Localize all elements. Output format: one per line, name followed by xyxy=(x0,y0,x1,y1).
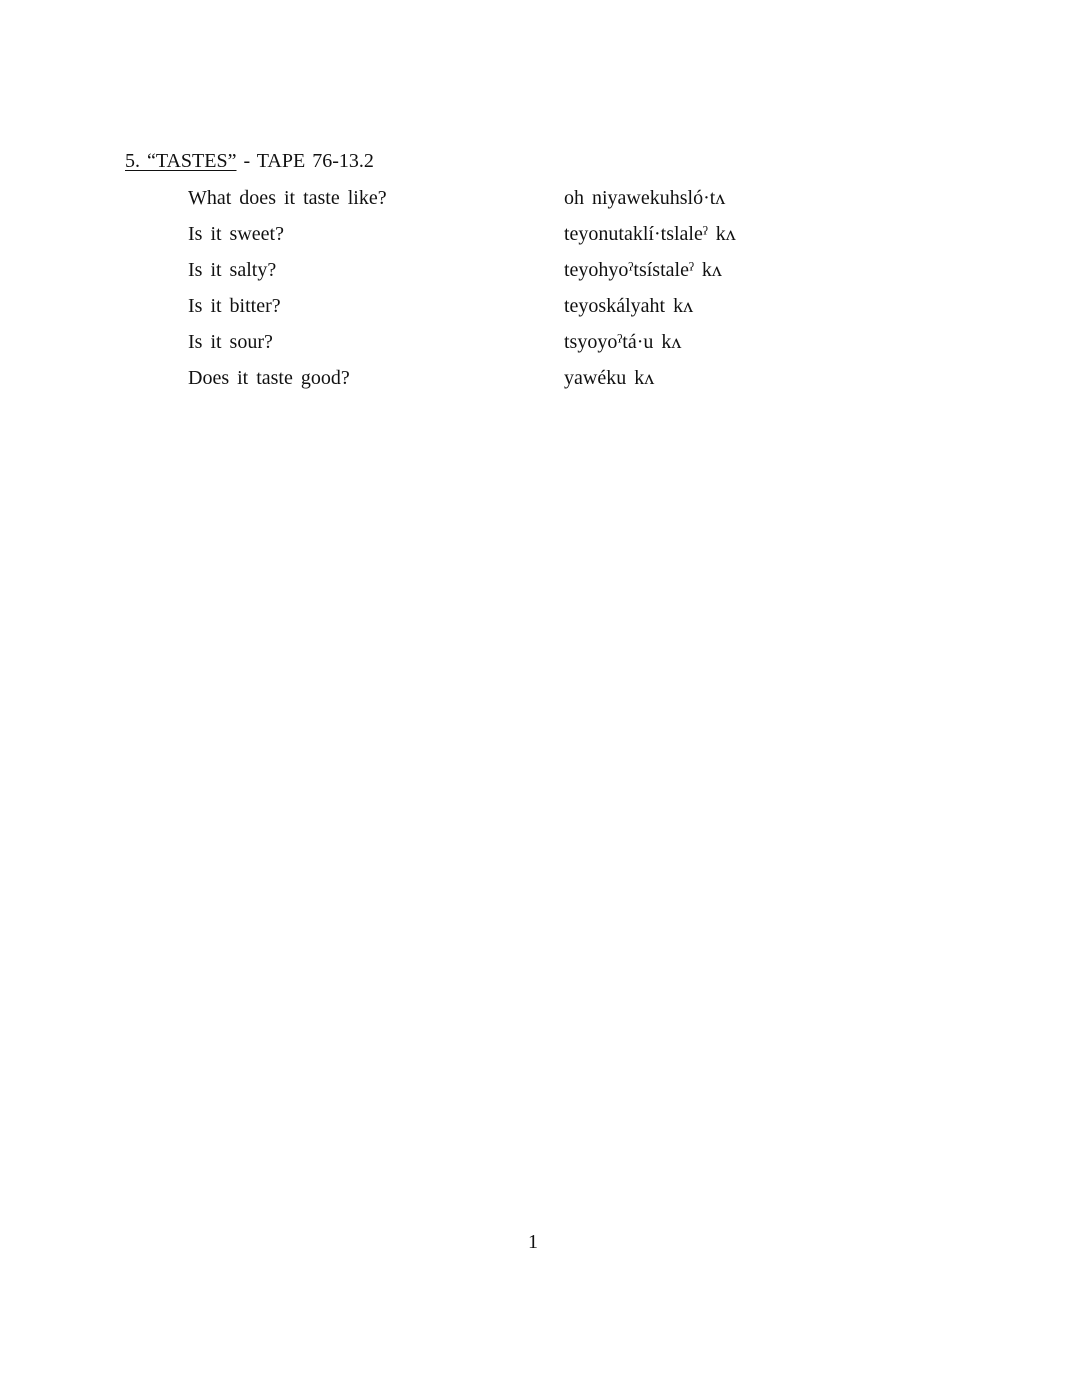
phrase-row xyxy=(188,292,948,328)
oneida-phrase: teyohyoˀtsístaleˀ kʌ xyxy=(564,259,722,281)
english-phrase: Is it sweet? xyxy=(188,223,284,245)
oneida-phrase: tsyoyoˀtá·u kʌ xyxy=(564,331,682,353)
oneida-phrase: teyonutaklí·tslaleˀ kʌ xyxy=(564,223,736,245)
tape-reference: - TAPE 76-13.2 xyxy=(236,150,374,172)
english-phrase: Is it salty? xyxy=(188,259,277,281)
english-phrase: Does it taste good? xyxy=(188,367,350,389)
phrase-row xyxy=(188,256,948,292)
phrase-row xyxy=(188,220,948,256)
english-phrase: Is it sour? xyxy=(188,331,273,353)
phrase-list xyxy=(188,184,948,400)
oneida-phrase: teyoskályaht kʌ xyxy=(564,295,694,317)
english-phrase: What does it taste like? xyxy=(188,187,387,209)
phrase-row xyxy=(188,184,948,220)
section-title: 5. “TASTES” xyxy=(125,150,237,172)
phrase-row xyxy=(188,328,948,364)
section-heading xyxy=(125,148,374,174)
page-number: 1 xyxy=(528,1231,538,1253)
oneida-phrase: oh niyawekuhsló·tʌ xyxy=(564,187,726,209)
phrase-row xyxy=(188,364,948,400)
english-phrase: Is it bitter? xyxy=(188,295,281,317)
oneida-phrase: yawéku kʌ xyxy=(564,367,655,389)
